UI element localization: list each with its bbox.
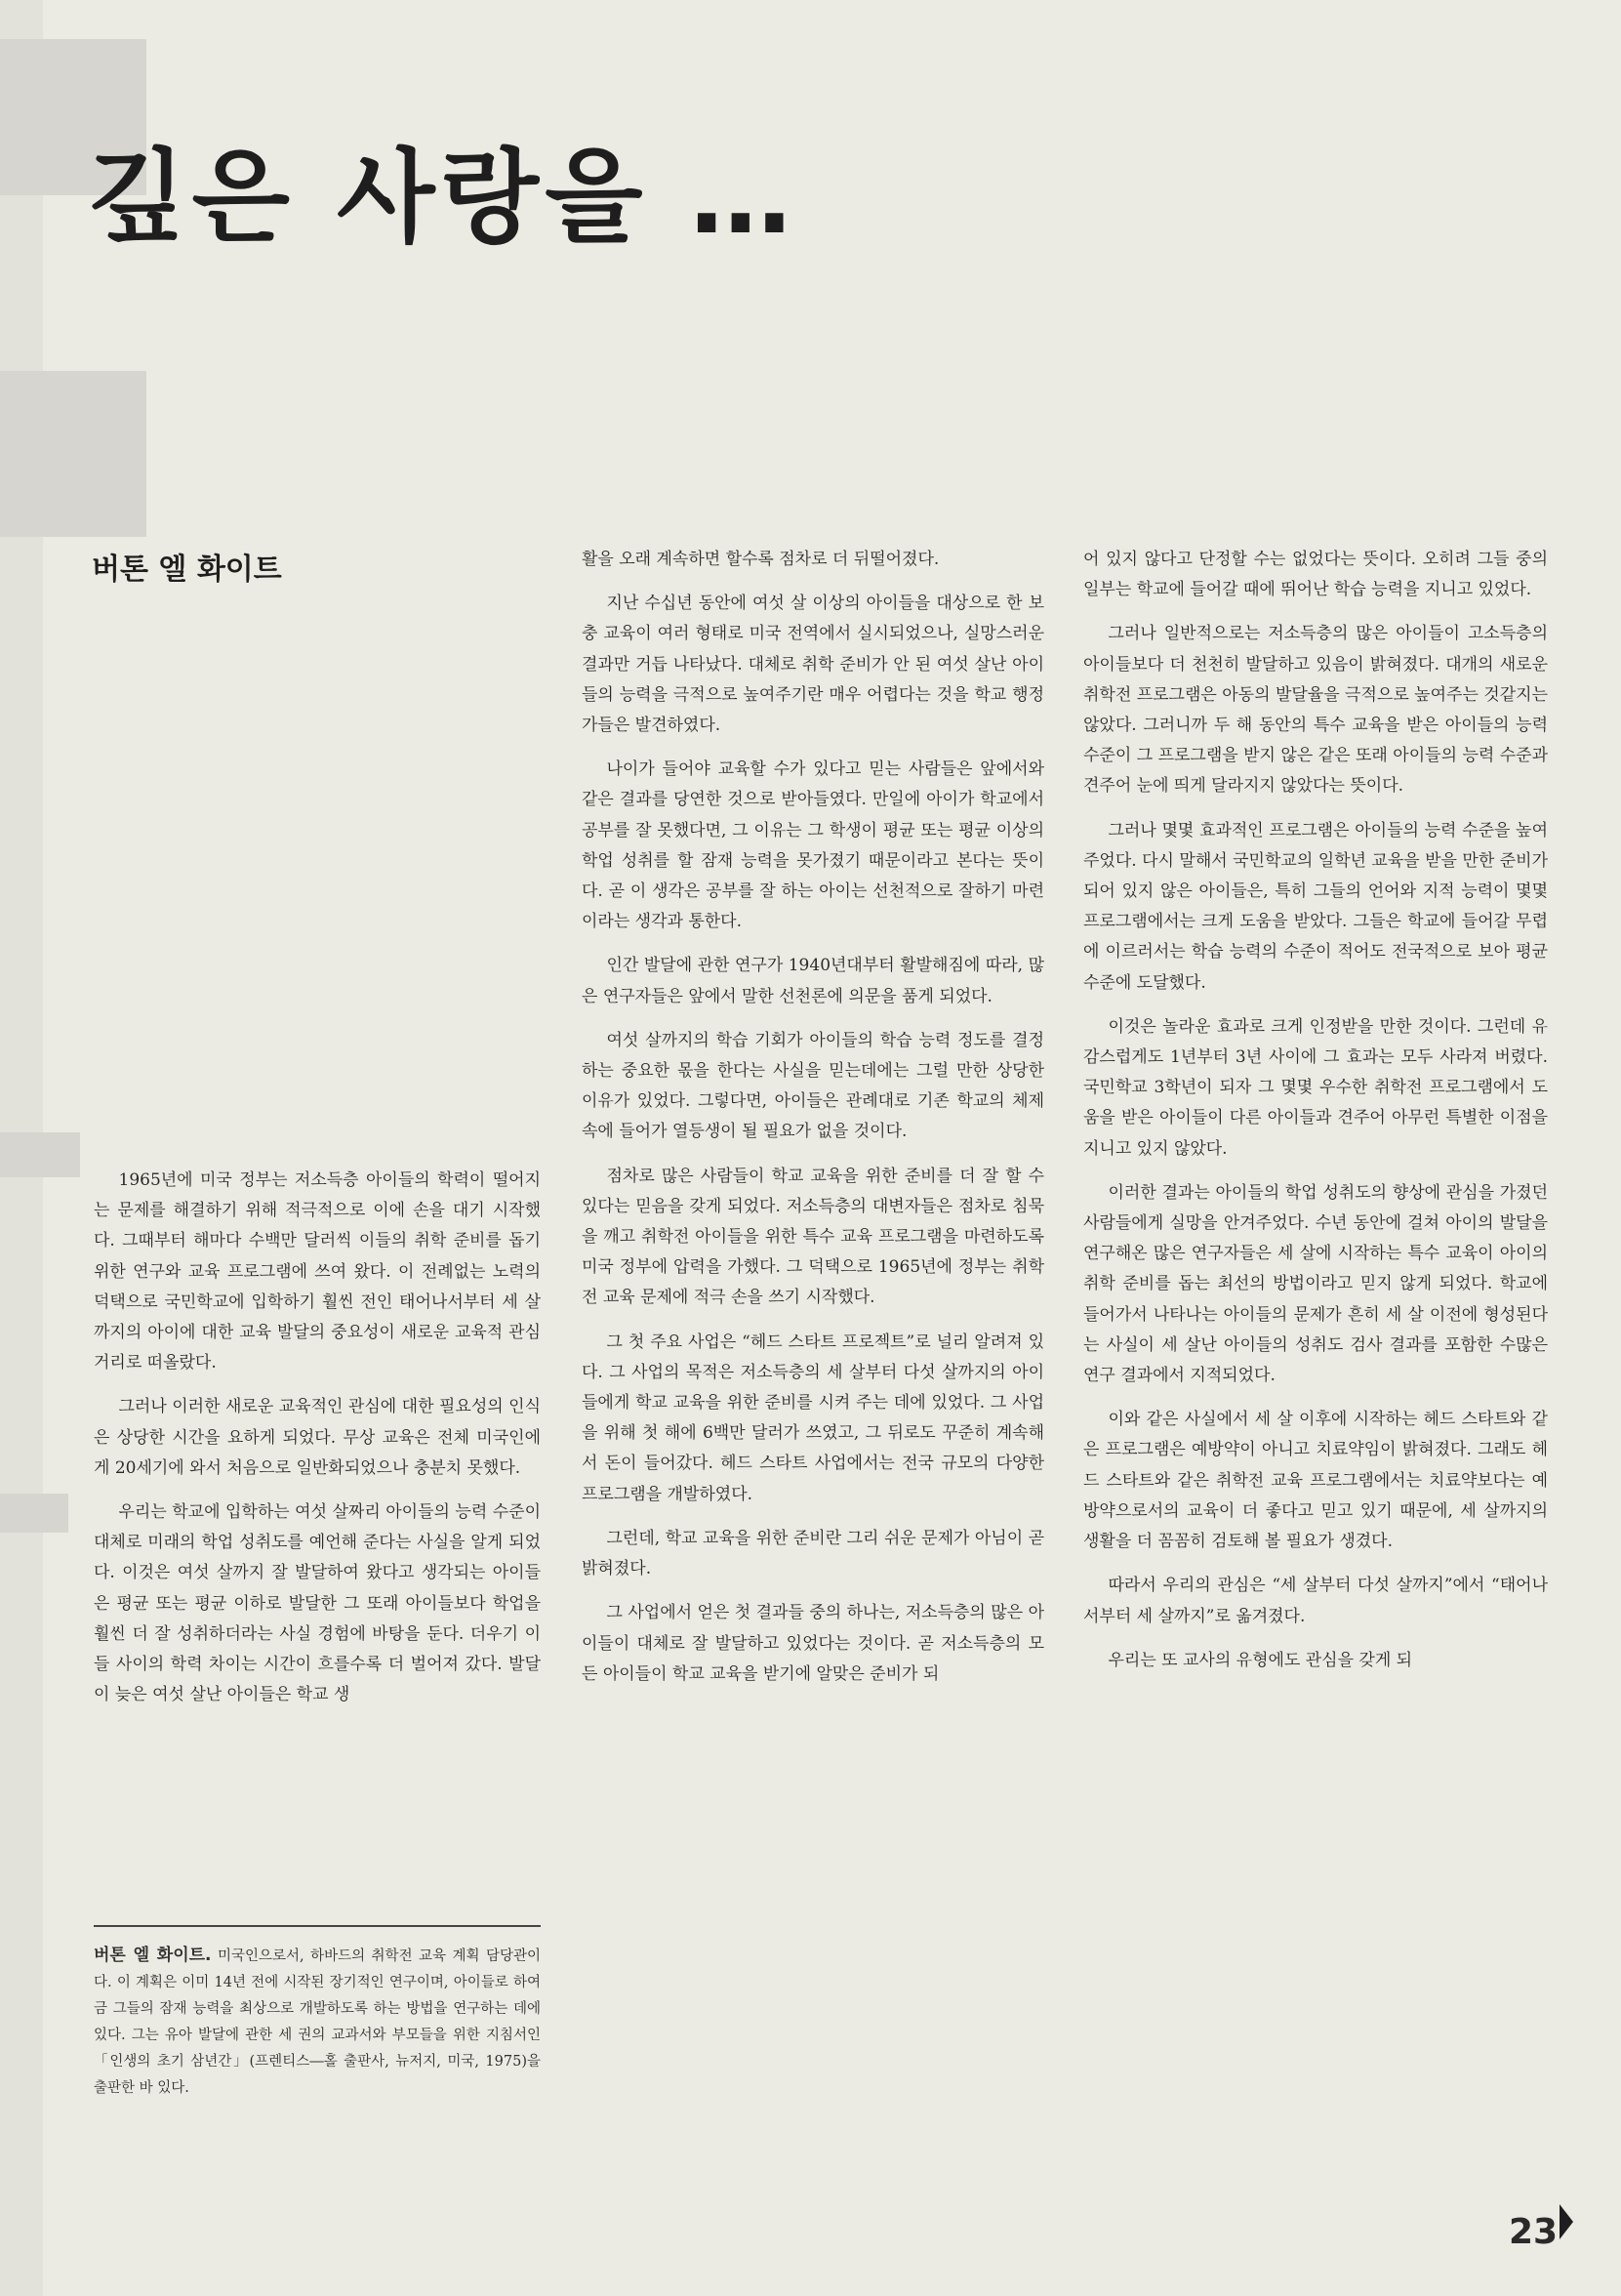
paragraph: 점차로 많은 사람들이 학교 교육을 위한 준비를 더 잘 할 수 있다는 믿음을 갖게 되었다. 저소득층의 대변자들은 점차로 침묵을 깨고 취학전 아이들을 위한 특수 교육 프로그램을 마련하도록 미국 정부에 압력을 가했다. 그 덕택으로 1965년에 정부는 취학전 교육 문제에 적극 손을 쓰기 시작했다.: [582, 1166, 1044, 1308]
page-number: 23: [1509, 2212, 1559, 2252]
paragraph: 지난 수십년 동안에 여섯 살 이상의 아이들을 대상으로 한 보충 교육이 여러 형태로 미국 전역에서 실시되었으나, 실망스러운 결과만 거듭 나타났다. 대체로 취학 준비가 안 된 여섯 살난 아이들의 능력을 극적으로 높여주기란 매우 어렵다는 것을 학교 행정가들은 발견하였다.: [582, 594, 1044, 736]
paragraph: 활을 오래 계속하면 할수록 점차로 더 뒤떨어졌다.: [582, 550, 940, 569]
paragraph: 그 사업에서 얻은 첫 결과들 중의 하나는, 저소득층의 많은 아이들이 대체로 잘 발달하고 있었다는 것이다. 곧 저소득층의 모든 아이들이 학교 교육을 받기에 알맞은 준비가 되: [582, 1603, 1044, 1684]
paragraph: 그런데, 학교 교육을 위한 준비란 그리 쉬운 문제가 아님이 곧 밝혀졌다.: [582, 1528, 1044, 1579]
paragraph: 우리는 또 교사의 유형에도 관심을 갖게 되: [1108, 1650, 1413, 1670]
bio-text: 미국인으로서, 하바드의 취학전 교육 계획 담당관이다. 이 계획은 이미 14년 전에 시작된 장기적인 연구이며, 아이들로 하여금 그들의 잠재 능력을 최상으로 개발하도록 하는 방법을 연구하는 데에 있다. 그는 유아 발달에 관한 세 권의 교과서와 부모들을 위한 지침서인 「인생의 초기 삼년간」(프렌티스―홀 출판사, 뉴저지, 미국, 1975)을 출판한 바 있다.: [94, 1948, 541, 2096]
margin-shade: [0, 371, 146, 537]
margin-shade: [0, 1494, 68, 1533]
author-bio: [94, 1943, 541, 2102]
paragraph: 이러한 결과는 아이들의 학업 성취도의 향상에 관심을 가졌던 사람들에게 실망을 안겨주었다. 수년 동안에 걸쳐 아이의 발달을 연구해온 많은 연구자들은 세 살에 시작하는 특수 교육이 아이의 취학 준비를 돕는 최선의 방법이라고 믿지 않게 되었다. 학교에 들어가서 나타나는 아이들의 문제가 흔히 세 살 이전에 형성된다는 사실이 세 살난 아이들의 성취도 검사 결과를 포함한 수많은 연구 결과에서 지적되었다.: [1083, 1182, 1548, 1386]
paragraph: 이것은 놀라운 효과로 크게 인정받을 만한 것이다. 그런데 유감스럽게도 1년부터 3년 사이에 그 효과는 모두 사라져 버렸다. 국민학교 3학년이 되자 그 몇몇 우수한 취학전 프로그램에서 도움을 받은 아이들이 다른 아이들과 견주어 아무런 특별한 이점을 지니고 있지 않았다.: [1083, 1016, 1548, 1159]
paragraph: 어 있지 않다고 단정할 수는 없었다는 뜻이다. 오히려 그들 중의 일부는 학교에 들어갈 때에 뛰어난 학습 능력을 지니고 있었다.: [1083, 550, 1548, 600]
continue-arrow-icon: [1560, 2204, 1573, 2239]
paragraph: 우리는 학교에 입학하는 여섯 살짜리 아이들의 능력 수준이 대체로 미래의 학업 성취도를 예언해 준다는 사실을 알게 되었다. 이것은 여섯 살까지 잘 발달하여 왔다고 생각되는 아이들은 평균 또는 평균 이하로 발달한 그 또래 아이들보다 학업을 훨씬 더 잘 성취하더라는 사실 경험에 바탕을 둔다. 더우기 이들 사이의 학력 차이는 시간이 흐를수록 더 벌어져 갔다. 발달이 늦은 여섯 살난 아이들은 학교 생: [94, 1502, 541, 1705]
page-title: 깊은 사랑을 …: [88, 138, 797, 257]
bio-name: 버톤 엘 화이트.: [94, 1946, 212, 1965]
author-name: 버톤 엘 화이트: [92, 553, 282, 587]
paragraph: 이와 같은 사실에서 세 살 이후에 시작하는 헤드 스타트와 같은 프로그램은 예방약이 아니고 치료약임이 밝혀졌다. 그래도 헤드 스타트와 같은 취학전 교육 프로그램에서는 치료약보다는 예방약으로서의 교육이 더 좋다고 믿고 있기 때문에, 세 살까지의 생활을 더 꼼꼼히 검토해 볼 필요가 생겼다.: [1083, 1410, 1548, 1552]
paragraph: 나이가 들어야 교육할 수가 있다고 믿는 사람들은 앞에서와 같은 결과를 당연한 것으로 받아들였다. 만일에 아이가 학교에서 공부를 잘 못했다면, 그 이유는 그 학생이 평균 또는 평균 이상의 학업 성취를 할 잠재 능력을 못가졌기 때문이라고 본다는 뜻이다. 곧 이 생각은 공부를 잘 하는 아이는 선천적으로 잘하기 마련이라는 생각과 통한다.: [582, 759, 1044, 932]
paragraph: 여섯 살까지의 학습 기회가 아이들의 학습 능력 정도를 결정하는 중요한 몫을 한다는 사실을 믿는데에는 그럴 만한 상당한 이유가 있었다. 그렇다면, 아이들은 관례대로 기존 학교의 체제속에 들어가 열등생이 될 필요가 없을 것이다.: [582, 1030, 1044, 1142]
text-column-3: [1083, 545, 1548, 1690]
paragraph: 따라서 우리의 관심은 “세 살부터 다섯 살까지”에서 “태어나 서부터 세 살까지”로 옮겨졌다.: [1083, 1576, 1548, 1626]
divider: [94, 1925, 541, 1927]
text-column-2: [582, 545, 1044, 1703]
text-column-1: [94, 1166, 541, 1724]
paragraph: 1965년에 미국 정부는 저소득층 아이들의 학력이 떨어지는 문제를 해결하기 위해 적극적으로 이에 손을 대기 시작했다. 그때부터 해마다 수백만 달러씩 이들의 취학 준비를 돕기 위한 연구와 교육 프로그램에 쓰여 왔다. 이 전례없는 노력의 덕택으로 국민학교에 입학하기 훨씬 전인 태어나서부터 세 살까지의 아이에 대한 교육 발달의 중요성이 새로운 교육적 관심거리로 떠올랐다.: [94, 1170, 541, 1374]
paragraph: 그러나 몇몇 효과적인 프로그램은 아이들의 능력 수준을 높여 주었다. 다시 말해서 국민학교의 일학년 교육을 받을 만한 준비가 되어 있지 않은 아이들은, 특히 그들의 언어와 지적 능력이 몇몇 프로그램에서는 크게 도움을 받았다. 그들은 학교에 들어갈 무렵에 이르러서는 학습 능력의 수준이 적어도 전국적으로 보아 평균 수준에 도달했다.: [1083, 820, 1548, 993]
margin-shade: [0, 1132, 80, 1177]
paragraph: 그 첫 주요 사업은 “헤드 스타트 프로젝트”로 널리 알려져 있다. 그 사업의 목적은 저소득층의 세 살부터 다섯 살까지의 아이들에게 학교 교육을 위한 준비를 시켜 주는 데에 있었다. 그 사업을 위해 첫 해에 6백만 달러가 쓰였고, 그 뒤로도 꾸준히 계속해서 돈이 들어갔다. 헤드 스타트 사업에서는 전국 규모의 다양한 프로그램을 개발하였다.: [582, 1332, 1044, 1504]
paragraph: 인간 발달에 관한 연구가 1940년대부터 활발해짐에 따라, 많은 연구자들은 앞에서 말한 선천론에 의문을 품게 되었다.: [582, 956, 1044, 1006]
paragraph: 그러나 일반적으로는 저소득층의 많은 아이들이 고소득층의 아이들보다 더 천천히 발달하고 있음이 밝혀졌다. 대개의 새로운 취학전 프로그램은 아동의 발달율을 극적으로 높여주는 것같지는 않았다. 그러니까 두 해 동안의 특수 교육을 받은 아이들의 능력 수준이 그 프로그램을 받지 않은 같은 또래 아이들의 능력 수준과 견주어 눈에 띄게 달라지지 않았다는 뜻이다.: [1083, 624, 1548, 797]
paragraph: 그러나 이러한 새로운 교육적인 관심에 대한 필요성의 인식은 상당한 시간을 요하게 되었다. 무상 교육은 전체 미국인에게 20세기에 와서 처음으로 일반화되었으나 충분치 못했다.: [94, 1397, 541, 1478]
